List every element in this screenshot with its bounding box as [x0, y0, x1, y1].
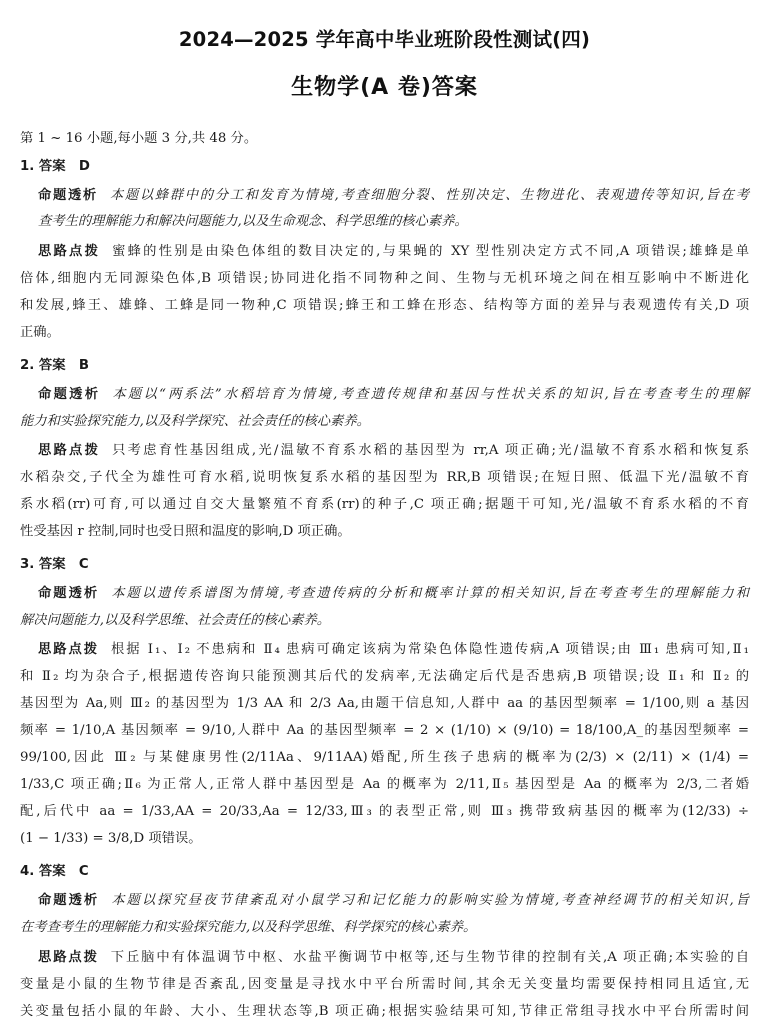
q2-analysis-line: 命题透析 本题以“两系法”水稻培育为情境,考查遗传规律和基因与性状关系的知识,旨在考查考生的理解: [38, 387, 749, 402]
q1-answer: 1. 答案 D: [20, 159, 90, 174]
q4-hint-line: 思路点拨 下丘脑中有体温调节中枢、水盐平衡调节中枢等,还与生物节律的控制有关,A 项正确;本实验的自: [38, 950, 750, 965]
q4-analysis-line: 命题透析 本题以探究昼夜节律紊乱对小鼠学习和记忆能力的影响实验为情境,考查神经调节的相关知识,旨: [38, 893, 750, 908]
q3-hint-line: 思路点拨 根据 Ⅰ₁、Ⅰ₂ 不患病和 Ⅱ₄ 患病可确定该病为常染色体隐性遗传病,A 项错误;由 Ⅲ₁ 患病可知,Ⅱ₁: [38, 642, 749, 657]
q4-answer: 4. 答案 C: [20, 864, 89, 879]
hint-label: 思路点拨: [38, 950, 99, 965]
q3-answer: 3. 答案 C: [20, 557, 89, 572]
hint-label: 思路点拨: [38, 642, 100, 657]
q1-hint-line: 和发展,蜂王、雄蜂、工蜂是同一物种,C 项错误;蜂王和工蜂在形态、结构等方面的差异与表观遗传有关,D 项: [20, 298, 749, 313]
q1-hint-line: 正确。: [20, 325, 60, 340]
hint-label: 思路点拨: [38, 443, 101, 458]
q3-hint-line: 频率 = 1/10,A 基因频率 = 9/10,人群中 Aa 的基因型频率 = 2 × (1/10) × (9/10) = 18/100,A_的基因型频率 =: [20, 723, 749, 738]
q2-hint-line: 水稻杂交,子代全为雄性可育水稻,说明恢复系水稻的基因型为 RR,B 项错误;在短日照、低温下光/温敏不育: [20, 470, 749, 485]
q3-hint-line: 99/100,因此 Ⅲ₂ 与某健康男性(2/11Aa、9/11AA)婚配,所生孩子患病的概率为(2/3) × (2/11) × (1/4) =: [20, 750, 749, 765]
q3-hint-line: 基因型为 Aa,则 Ⅲ₂ 的基因型为 1/3 AA 和 2/3 Aa,由题干信息知,人群中 aa 的基因型频率 = 1/100,则 a 基因: [20, 696, 749, 711]
q4-analysis-line: 在考查考生的理解能力和实验探究能力,以及科学思维、科学探究的核心素养。: [20, 920, 477, 935]
exam-subtitle: 生物学(A 卷)答案: [291, 75, 478, 100]
q4-hint-line: 关变量包括小鼠的年龄、大小、生理状态等,B 项正确;根据实验结果可知,节律正常组寻找水中平台所需时间: [20, 1004, 749, 1019]
q2-hint-line: 系水稻(rr)可育,可以通过自交大量繁殖不育系(rr)的种子,C 项正确;据题干可知,光/温敏不育系水稻的不育: [20, 497, 749, 512]
exam-title: 2024—2025 学年高中毕业班阶段性测试(四): [178, 28, 591, 51]
q2-hint-line: 思路点拨 只考虑育性基因组成,光/温敏不育系水稻的基因型为 rr,A 项正确;光/温敏不育系水稻和恢复系: [38, 443, 750, 458]
analysis-label: 命题透析: [38, 188, 98, 203]
hint-label: 思路点拨: [38, 244, 101, 259]
q2-analysis-line: 能力和实验探究能力,以及科学探究、社会责任的核心素养。: [20, 414, 370, 429]
q3-hint-line: 配,后代中 aa = 1/33,AA = 20/33,Aa = 12/33,Ⅲ₃ 的表型正常,则 Ⅲ₃ 携带致病基因的概率为(12/33) ÷: [20, 804, 749, 819]
analysis-label: 命题透析: [38, 893, 100, 908]
analysis-label: 命题透析: [38, 586, 100, 601]
q3-hint-line: 1/33,C 项正确;Ⅱ₆ 为正常人,正常人群中基因型是 Aa 的概率为 2/11,Ⅱ₅ 基因型是 Aa 的概率为 2/3,二者婚: [20, 777, 749, 792]
q1-hint-line: 倍体,细胞内无同源染色体,B 项错误;协同进化指不同物种之间、生物与无机环境之间在相互影响中不断进化: [20, 271, 749, 286]
q2-hint-line: 性受基因 r 控制,同时也受日照和温度的影响,D 项正确。: [20, 524, 351, 539]
q3-hint-line: (1 − 1/33) = 3/8,D 项错误。: [20, 831, 202, 846]
q4-hint-line: 变量是小鼠的生物节律是否紊乱,因变量是寻找水中平台所需时间,其余无关变量均需要保持相同且适宜,无: [20, 977, 749, 992]
q1-analysis-line: 查考生的理解能力和解决问题能力,以及生命观念、科学思维的核心素养。: [38, 214, 468, 229]
q3-hint-line: 和 Ⅱ₂ 均为杂合子,根据遗传咨询只能预测其后代的发病率,无法确定后代是否患病,B 项错误;设 Ⅱ₁ 和 Ⅱ₂ 的: [20, 669, 749, 684]
section-intro: 第 1 ~ 16 小题,每小题 3 分,共 48 分。: [20, 131, 258, 146]
q3-analysis-line: 解决问题能力,以及科学思维、社会责任的核心素养。: [20, 613, 331, 628]
q3-analysis-line: 命题透析 本题以遗传系谱图为情境,考查遗传病的分析和概率计算的相关知识,旨在考查考生的理解能力和: [38, 586, 750, 601]
q1-hint-line: 思路点拨 蜜蜂的性别是由染色体组的数目决定的,与果蝇的 XY 型性别决定方式不同,A 项错误;雄蜂是单: [38, 244, 749, 259]
analysis-label: 命题透析: [38, 387, 101, 402]
q2-answer: 2. 答案 B: [20, 358, 89, 373]
q1-analysis-line: 命题透析 本题以蜂群中的分工和发育为情境,考查细胞分裂、性别决定、生物进化、表观遗传等知识,旨在考: [38, 188, 750, 203]
